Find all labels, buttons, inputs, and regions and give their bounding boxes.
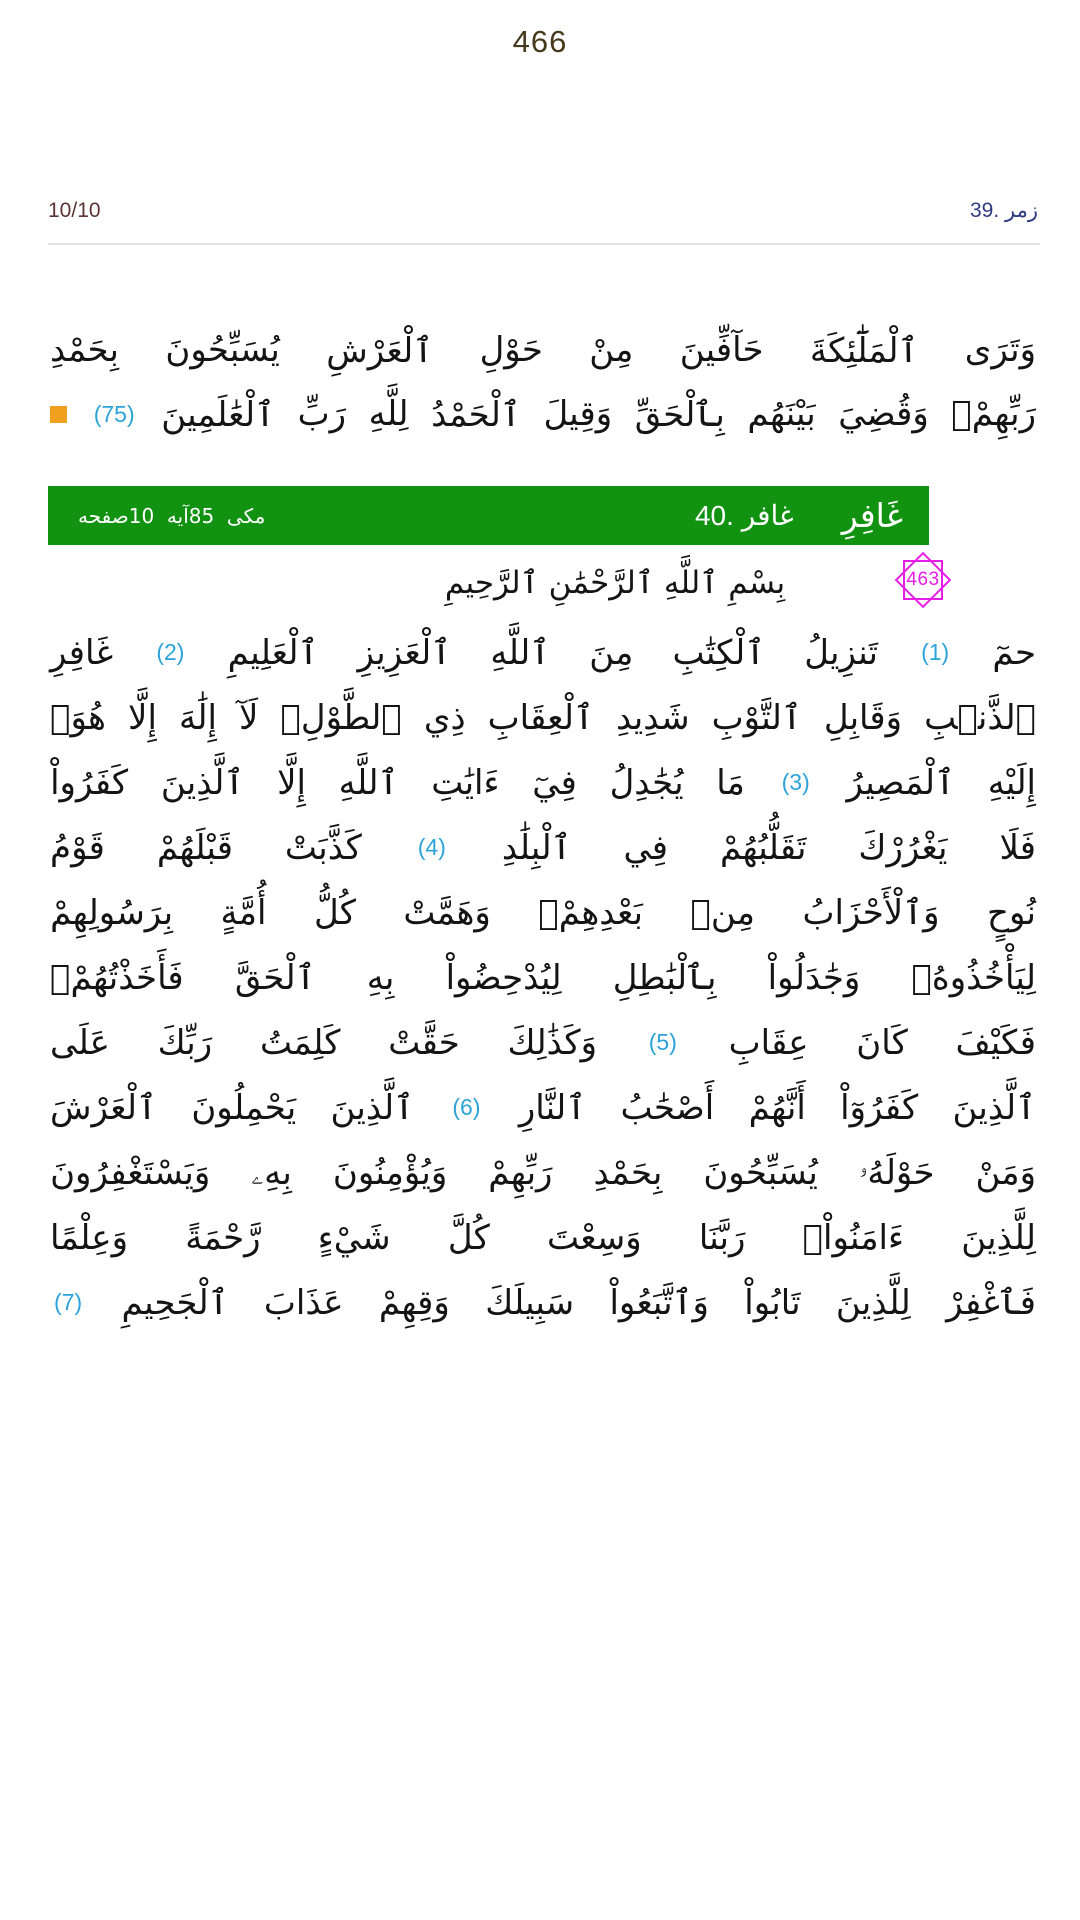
verse-word: يُسَبِّحُونَ <box>165 330 280 370</box>
verse-word: ٱلْبِلَٰدِ <box>501 828 572 868</box>
verse-word: وَعِلْمًا <box>50 1217 129 1258</box>
verse-word: ٱلْعَزِيزِ <box>357 633 452 673</box>
verse-word: رَبِّهِمْ <box>488 1152 553 1193</box>
verse-number: (1) <box>921 639 950 665</box>
verse-word: وَهَمَّتْ <box>403 892 491 933</box>
verse-word: غَافِرِ <box>50 632 114 673</box>
verse-word: ٱلْحَمْدُ <box>431 394 521 435</box>
verse-word: رَبِّكَ <box>157 1022 213 1063</box>
verse-word: وَسِعْتَ <box>546 1217 642 1258</box>
verse-word: وَقِهِمْ <box>378 1282 450 1323</box>
verse-word: بِحَمْدِ <box>50 330 119 370</box>
surah-name-calligraphy: غَافِرِ <box>841 496 903 535</box>
ghafir-verse-block[interactable] <box>50 620 1036 1335</box>
verse-word: بَعْدِهِمْۖ <box>538 892 643 933</box>
verse-word: تَنزِيلُ <box>804 632 878 673</box>
verse-word: ٱلذَّنۢبِ <box>924 697 1036 738</box>
verse-word: إِلَّا <box>128 697 157 738</box>
verse-number: (3) <box>781 769 810 795</box>
verse-word: عَلَى <box>50 1022 110 1063</box>
verse-word: ٱلنَّارِ <box>518 1088 587 1128</box>
verse-word: لِلَّذِينَ <box>961 1217 1036 1258</box>
verse-word: شَيْءٍ <box>317 1217 391 1258</box>
verse-line <box>50 685 1036 750</box>
verse-word: وَمَنْ <box>975 1152 1036 1193</box>
verse-number: (5) <box>648 1029 677 1055</box>
verse-number: (6) <box>452 1094 481 1120</box>
verse-word: وَجَٰدَلُواْ <box>767 957 861 998</box>
verse-word: ٱلْجَحِيمِ <box>121 1283 229 1323</box>
verse-word: ٱلطَّوْلِۖ <box>280 697 402 738</box>
verse-word: ٱللَّهِ <box>338 763 399 803</box>
verse-word: هُوَۖ <box>50 697 106 738</box>
verse-line <box>50 1010 1036 1075</box>
verse-word: بِهِۦ <box>251 1152 292 1193</box>
verse-word: إِلَيْهِ <box>987 762 1036 803</box>
verse-word: كَانَ <box>856 1022 908 1063</box>
verse-word: ٱلْمَصِيرُ <box>846 763 955 803</box>
verse-word: يَحْمِلُونَ <box>191 1087 297 1128</box>
verse-word: كَفَرُواْ <box>50 762 129 803</box>
verse-line <box>50 1075 1036 1140</box>
verse-word: وَقِيلَ <box>543 394 613 434</box>
verse-word: بِرَسُولِهِمْ <box>50 892 174 933</box>
surah-title-group <box>695 496 903 535</box>
verse-word: ٱلْعَرْشَ <box>50 1088 157 1128</box>
verse-word: ٱلْحَقَّ <box>234 958 316 998</box>
verse-word: ٱلْكِتَٰبِ <box>672 633 766 673</box>
verse-word: فَلَا <box>999 827 1036 868</box>
verse-word: فَأَخَذْتُهُمْۖ <box>50 957 184 998</box>
surah-meta-label: مکی 85آیه 10صفحه <box>78 503 266 528</box>
verse-word: ءَامَنُواْۖ <box>802 1217 904 1258</box>
verse-line <box>50 1270 1036 1335</box>
verse-word: ٱلْعِقَابِ <box>487 698 594 738</box>
verse-word: عِقَابِ <box>728 1022 809 1063</box>
verse-word: ٱلْمَلَٰٓئِكَةَ <box>809 330 919 371</box>
verse-word: وَقُضِيَ <box>838 394 929 434</box>
verse-word: إِلَٰهَ <box>178 697 217 738</box>
verse-word: مَا <box>716 762 745 803</box>
verse-word: رَبِّهِمْۖ <box>951 394 1036 434</box>
verse-word: ٱلْعَلِيمِ <box>227 633 319 673</box>
verse-word: تَابُواْ <box>744 1282 801 1323</box>
hizb-star-icon <box>894 551 952 609</box>
verse-word: مِنَ <box>589 632 634 673</box>
verse-word: لِلَّهِ <box>368 394 409 434</box>
verse-word: شَدِيدِ <box>615 697 690 738</box>
verse-word: ٱلَّذِينَ <box>952 1088 1036 1128</box>
verse-word: قَبْلَهُمْ <box>156 827 233 868</box>
verse-word: نُوحٍ <box>987 892 1036 933</box>
verse-word: حَقَّتْ <box>388 1022 460 1063</box>
verse-word: رَبِّ <box>297 394 347 434</box>
verse-line <box>50 815 1036 880</box>
hizb-marker-number: 463 <box>906 569 940 590</box>
verse-word: فَٱغْفِرْ <box>946 1283 1036 1323</box>
verse-word: كَفَرُوٓاْ <box>840 1087 919 1128</box>
verse-word: كُلَّ <box>447 1217 490 1258</box>
verse-word: سَبِيلَكَ <box>485 1282 575 1323</box>
verse-line <box>50 1205 1036 1270</box>
verse-word: وَٱلْأَحْزَابُ <box>802 893 940 933</box>
verse-word: ءَايَٰتِ <box>431 762 500 803</box>
verse-word: أُمَّةٍ <box>220 892 267 933</box>
page-number: 466 <box>512 24 568 59</box>
verse-word: أَنَّهُمْ <box>748 1087 806 1128</box>
verse-word: ٱللَّهِ <box>490 633 551 673</box>
verse-number: (75) <box>93 400 135 427</box>
verse-word: حَوْلَهُۥ <box>858 1152 935 1193</box>
verse-word: كَلِمَتُ <box>259 1022 341 1063</box>
header-divider <box>48 243 1040 245</box>
verse-word: كَذَّبَتْ <box>284 827 362 868</box>
verse-word: ٱلْعَٰلَمِينَ <box>161 394 275 435</box>
current-surah-ref: 39. زمر <box>969 199 1038 222</box>
verse-word: بَيْنَهُم <box>747 394 816 434</box>
surah-info-row <box>48 198 1038 223</box>
verse-line <box>50 1140 1036 1205</box>
verse-line <box>50 880 1036 945</box>
section-end-marker <box>50 406 67 423</box>
bismillah-text: بِسْمِ ٱللَّهِ ٱلرَّحْمَٰنِ ٱلرَّحِيمِ <box>444 565 786 601</box>
verse-word: مِنْ <box>589 330 634 370</box>
verse-word: يُجَٰدِلُ <box>609 762 684 803</box>
surah-page-progress: 10/10 <box>48 198 101 222</box>
verse-word: وَقَابِلِ <box>823 697 903 738</box>
verse-word: بِهِ <box>366 957 395 998</box>
verse-word: مِنۢ <box>690 892 756 933</box>
verse-word: لِلَّذِينَ <box>835 1282 911 1323</box>
verse-word: ٱلْعَرْشِ <box>326 330 434 371</box>
verse-word: وَكَذَٰلِكَ <box>507 1022 598 1063</box>
verse-line <box>50 382 1036 446</box>
verse-word: قَوْمُ <box>50 827 105 868</box>
verse-word: وَيَسْتَغْفِرُونَ <box>50 1152 211 1193</box>
verse-number: (2) <box>156 639 185 665</box>
verse-word: ٱلَّذِينَ <box>160 763 245 803</box>
verse-word: تَقَلُّبُهُمْ <box>719 827 807 868</box>
verse-number: (7) <box>54 1289 83 1315</box>
verse-word: كُلُّ <box>313 892 356 933</box>
verse-word: رَّحْمَةً <box>185 1217 261 1258</box>
verse-word: لَآ <box>239 697 259 738</box>
verse-line <box>50 945 1036 1010</box>
verse-word: ٱلتَّوْبِ <box>711 698 802 738</box>
verse-word: رَبَّنَا <box>698 1217 746 1258</box>
verse-word: فَكَيْفَ <box>955 1022 1036 1063</box>
surah-header-banner[interactable] <box>48 486 929 545</box>
verse-word: لِيَأْخُذُوهُۖ <box>911 957 1036 998</box>
verse-word: عَذَابَ <box>263 1282 344 1323</box>
surah-number-label: 40. غافر <box>694 500 794 531</box>
verse-word: يَغْرُرْكَ <box>858 827 948 868</box>
verse-word: حَآفِّينَ <box>679 330 764 370</box>
verse-word: أَصْحَٰبُ <box>620 1087 715 1128</box>
verse-word: حمٓ <box>992 632 1036 673</box>
zumar-verse-block[interactable] <box>50 318 1036 446</box>
verse-word: فِي <box>623 827 669 868</box>
verse-line <box>50 620 1036 685</box>
verse-word: بِٱلْبَٰطِلِ <box>612 958 717 998</box>
verse-word: فِيٓ <box>532 762 577 803</box>
verse-word: إِلَّا <box>277 762 306 803</box>
verse-word: وَيُؤْمِنُونَ <box>332 1152 448 1193</box>
verse-word: حَوْلِ <box>479 330 543 370</box>
verse-word: بِحَمْدِ <box>593 1152 663 1193</box>
verse-word: لِيُدْحِضُواْ <box>445 957 562 998</box>
verse-line <box>50 318 1036 382</box>
verse-line <box>50 750 1036 815</box>
verse-word: بِٱلْحَقِّ <box>634 394 725 435</box>
verse-word: وَتَرَى <box>964 330 1036 370</box>
verse-word: ٱلَّذِينَ <box>330 1088 415 1128</box>
verse-word: وَٱتَّبَعُواْ <box>609 1283 709 1323</box>
verse-number: (4) <box>417 834 446 860</box>
verse-word: ذِي <box>423 697 466 738</box>
verse-word: يُسَبِّحُونَ <box>703 1152 818 1193</box>
